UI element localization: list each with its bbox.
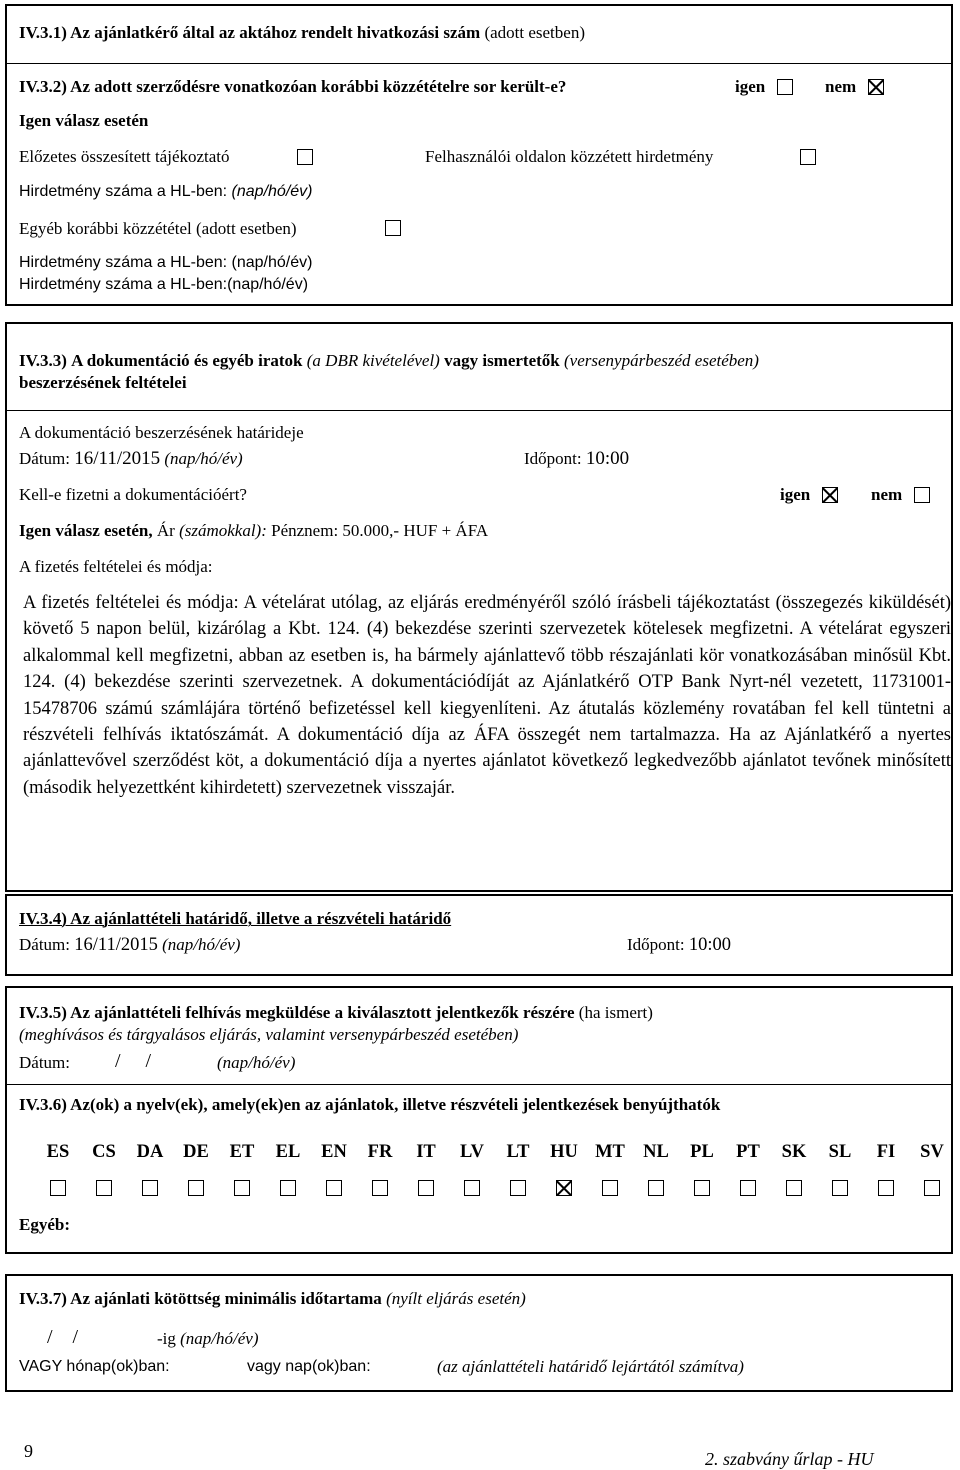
section-iv37 [5,1274,953,1392]
language-checkbox-pl[interactable] [694,1180,710,1196]
notice-number-label: Hirdetmény száma a HL-ben: [19,183,228,200]
prior-info-checkbox[interactable] [297,149,313,165]
documentation-title [19,350,939,394]
language-label-lt: LT [506,1142,530,1162]
payment-terms-label: A fizetés feltételei és módja: [19,557,213,576]
divider [7,410,951,411]
notice-number-line-2: Hirdetmény száma a HL-ben: (nap/hó/év) [19,254,313,271]
other-prior-label: Egyéb korábbi közzététel [19,219,192,238]
invitation-date-value: / / [115,1050,152,1072]
pay-yes-checkbox[interactable] [822,487,838,503]
language-checkbox-da[interactable] [142,1180,158,1196]
bid-date-label: Dátum: [19,935,70,954]
pay-no-group [871,484,930,506]
invitation-title-note: (ha ismert) [578,1003,653,1022]
language-cell-es [35,1178,81,1198]
language-label-en: EN [321,1142,347,1162]
language-cell-de [173,1178,219,1198]
pay-yes-label: igen [780,485,811,504]
notice-number-row [19,181,312,203]
buyer-profile-checkbox[interactable] [800,149,816,165]
pay-no-label: nem [871,485,903,504]
language-cell-sl [817,1178,863,1198]
doc-date-format: (nap/hó/év) [164,449,243,468]
validity-ig-row [157,1328,259,1350]
language-label-it: IT [416,1142,436,1162]
language-cell-da [127,1178,173,1198]
documentation-title-end: beszerzésének feltételei [19,373,187,392]
language-cell-hu [541,1178,587,1198]
documentation-title-number: IV.3.3) [19,351,67,370]
language-cell-fi [863,1178,909,1198]
language-checkbox-cs[interactable] [96,1180,112,1196]
invitation-subnote: (meghívásos és tárgyalásos eljárás, valamint versenypárbeszéd esetében) [19,1025,519,1044]
doc-date-label: Dátum: [19,449,70,468]
invitation-title: IV.3.5) Az ajánlattételi felhívás megküldése a kiválasztott jelentkezők részére [19,1003,575,1022]
doc-time-row [524,448,629,470]
language-label-de: DE [183,1142,209,1162]
language-checkbox-et[interactable] [234,1180,250,1196]
language-label-hu: HU [550,1142,578,1162]
languages-title: IV.3.6) Az(ok) a nyelv(ek), amely(ek)en az ajánlatok, illetve részvételi jelentkezések benyújthatók [19,1095,721,1114]
other-prior-note: (adott esetben) [196,219,297,238]
section-iv33 [5,322,953,892]
languages-other-label: Egyéb: [19,1215,70,1234]
language-checkbox-it[interactable] [418,1180,434,1196]
price-note: (számokkal): [179,521,267,540]
language-label-et: ET [229,1142,255,1162]
notice-date-format: (nap/hó/év) [231,183,313,200]
prior-yes-checkbox[interactable] [777,79,793,95]
language-cell-lt [495,1178,541,1198]
page-number: 9 [24,1441,33,1461]
validity-months-label: VAGY hónap(ok)ban: [19,1358,170,1375]
price-if-yes: Igen válasz esetén, [19,521,153,540]
language-cell-lv [449,1178,495,1198]
bid-time-label: Időpont: [627,935,685,954]
language-checkbox-lv[interactable] [464,1180,480,1196]
doc-time-label: Időpont: [524,449,582,468]
prior-no-checkbox[interactable] [868,79,884,95]
language-checkbox-el[interactable] [280,1180,296,1196]
language-label-pt: PT [736,1142,760,1162]
invitation-date-label: Dátum: [19,1053,70,1072]
language-cell-nl [633,1178,679,1198]
language-checkbox-nl[interactable] [648,1180,664,1196]
divider [7,1084,951,1085]
language-label-fr: FR [367,1142,393,1162]
language-label-sl: SL [828,1142,852,1162]
language-label-da: DA [136,1142,164,1162]
language-label-sk: SK [781,1142,807,1162]
language-cell-pt [725,1178,771,1198]
language-checkbox-pt[interactable] [740,1180,756,1196]
documentation-title-main: A dokumentáció és egyéb iratok [71,351,303,370]
section-iv35-iv36 [5,986,953,1254]
deadline-label: A dokumentáció beszerzésének határideje [19,423,304,442]
validity-title-row [19,1288,526,1310]
validity-ig-label: -ig [157,1329,176,1348]
pay-question: Kell-e fizetni a dokumentációért? [19,485,247,504]
language-cell-et [219,1178,265,1198]
validity-days-label: vagy nap(ok)ban: [247,1358,371,1375]
prior-yes-label: igen [735,77,766,96]
invitation-title-row [19,1002,653,1024]
language-checkbox-lt[interactable] [510,1180,526,1196]
price-row [19,520,488,542]
language-cell-pl [679,1178,725,1198]
payment-terms-text: A fizetés feltételei és módja: A vételárat utólag, az eljárás eredményéről szóló írásbeli tájékoztatást (összegezés kiküldését) követő 5 napon belül, kizárólag a Kbt. 124. (4) bekezdése szerinti szervezetek kötelesek megfizetni. A vételárat egyszeri alkalommal kell megfizetni, abban az esetben is, ha bármely ajánlattevő több részajánlati kör vonatkozásában minősül Kbt. 124. (4) bekezdése szerinti szervezetnek. A dokumentációdíját az Ajánlatkérő OTP Bank Nyrt-nél vezetett, 11731001-15478706 számú számlájára történő befizetéssel kell kiegyenlíteni. Az átutalás közlemény rovatában fel kell tüntetni a részvételi felhívás iktatószámát. A dokumentáció díja az ÁFA összegét nem tartalmazza. Ha az Ajánlatkérő a nyertes ajánlattevővel szerződést köt, a dokumentáció díja a nyertes ajánlatot következő legkedvezőbb ajánlatot tevőnek minősített (második helyezettként kihirdetett) szervezetnek visszajár. [23,593,951,798]
section-iv31-iv32 [5,4,953,306]
bid-deadline-title [19,908,451,930]
language-label-lv: LV [459,1142,484,1162]
language-cell-sv [909,1178,955,1198]
language-cell-en [311,1178,357,1198]
language-cell-el [265,1178,311,1198]
language-cell-cs [81,1178,127,1198]
language-checkbox-sl[interactable] [832,1180,848,1196]
documentation-title-note-1: (a DBR kivételével) [306,351,440,370]
language-checkbox-fr[interactable] [372,1180,388,1196]
other-prior-row [19,218,297,240]
language-cell-it [403,1178,449,1198]
language-cell-mt [587,1178,633,1198]
language-label-mt: MT [595,1142,625,1162]
section-iv34 [5,894,953,976]
validity-from-note: (az ajánlattételi határidő lejártától számítva) [437,1357,744,1376]
language-label-pl: PL [690,1142,714,1162]
form-name: 2. szabvány űrlap - HU [705,1449,874,1469]
language-labels [35,1142,955,1163]
ref-number-title: IV.3.1) Az ajánlatkérő által az aktához rendelt hivatkozási szám [19,23,481,42]
buyer-profile-label: Felhasználói oldalon közzétett hirdetmény [425,147,714,166]
documentation-title-part: vagy ismertetők [444,351,560,370]
ref-number-note: (adott esetben) [484,23,585,42]
prior-no-label: nem [825,77,857,96]
prior-no-group [825,76,884,98]
divider [7,63,951,64]
bid-deadline-title-text: IV.3.4) Az ajánlattételi határidő, illetve a részvételi határidő [19,909,452,928]
bid-time-row [627,934,731,956]
if-yes-label: Igen válasz esetén [19,111,149,130]
bid-date-format: (nap/hó/év) [162,935,241,954]
validity-date-format: (nap/hó/év) [180,1329,259,1348]
doc-date-value: 16/11/2015 [74,448,161,469]
language-checkbox-sk[interactable] [786,1180,802,1196]
language-label-fi: FI [876,1142,896,1162]
language-cell-sk [771,1178,817,1198]
bid-date-value: 16/11/2015 [74,935,158,955]
language-label-el: EL [275,1142,301,1162]
prior-publication-title: IV.3.2) Az adott szerződésre vonatkozóan korábbi közzétételre sor került-e? [19,77,567,96]
prior-info-label: Előzetes összesített tájékoztató [19,147,230,166]
language-label-sv: SV [920,1142,944,1162]
pay-no-checkbox[interactable] [914,487,930,503]
language-label-cs: CS [92,1142,116,1162]
language-checkbox-hu[interactable] [556,1180,572,1196]
validity-title-note: (nyílt eljárás esetén) [386,1289,526,1308]
language-checkbox-en[interactable] [326,1180,342,1196]
prior-yes-group [735,76,793,98]
language-checkbox-sv[interactable] [924,1180,940,1196]
notice-number-line-3: Hirdetmény száma a HL-ben:(nap/hó/év) [19,276,309,293]
bid-time-value: 10:00 [688,935,731,955]
validity-date-value: / / [47,1326,79,1348]
language-label-es: ES [46,1142,70,1162]
invitation-date-format: (nap/hó/év) [217,1053,296,1072]
bid-date-row [19,934,240,956]
validity-title: IV.3.7) Az ajánlati kötöttség minimális időtartama [19,1289,382,1308]
language-checkbox-mt[interactable] [602,1180,618,1196]
language-cell-fr [357,1178,403,1198]
price-label: Ár [156,521,175,540]
language-checkbox-es[interactable] [50,1180,66,1196]
documentation-title-note-2: (versenypárbeszéd esetében) [564,351,759,370]
language-label-nl: NL [643,1142,669,1162]
doc-date-row [19,448,243,470]
doc-time-value: 10:00 [585,448,630,469]
ref-number-row [19,22,585,44]
other-prior-checkbox[interactable] [385,220,401,236]
language-checkbox-fi[interactable] [878,1180,894,1196]
language-checkboxes [35,1178,955,1198]
price-currency: Pénznem: 50.000,- HUF + ÁFA [271,521,489,540]
language-checkbox-de[interactable] [188,1180,204,1196]
pay-yes-group [780,484,838,506]
